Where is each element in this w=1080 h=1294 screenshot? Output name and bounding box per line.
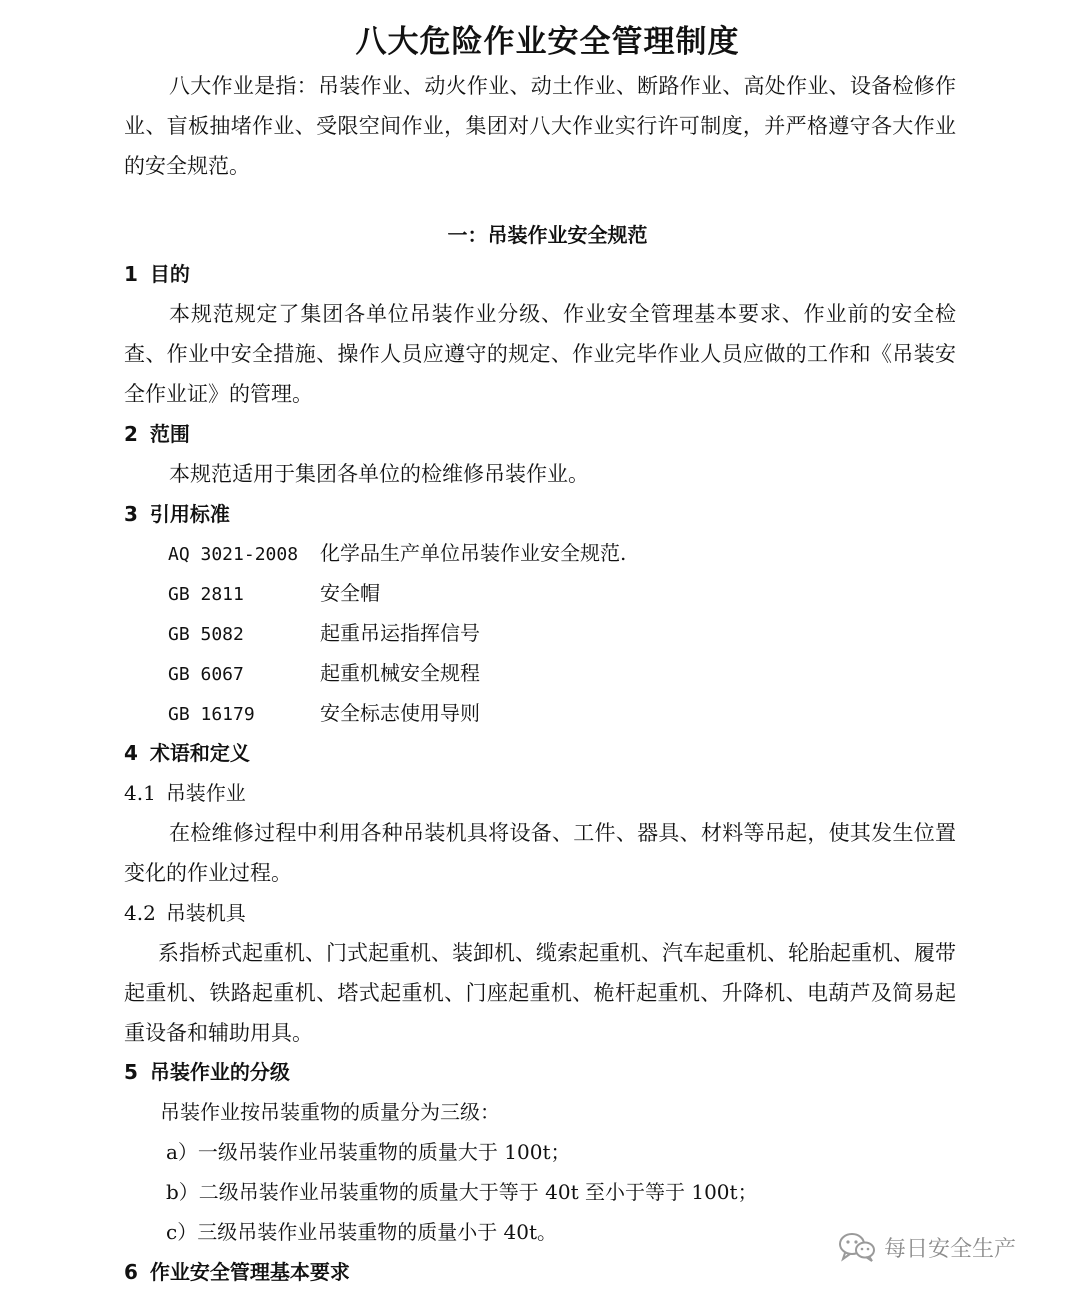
subheading-lifting-equipment bbox=[124, 899, 246, 927]
standard-code: GB 5082 bbox=[168, 624, 244, 645]
classification-intro: 吊装作业按吊装重物的质量分为三级： bbox=[160, 1100, 500, 1124]
grade-item: c）三级吊装作业吊装重物的质量小于 40t。 bbox=[166, 1220, 558, 1244]
standard-code: GB 2811 bbox=[168, 584, 244, 605]
document-title: 八大危险作业安全管理制度 bbox=[355, 24, 740, 60]
heading-number: 6 bbox=[124, 1260, 138, 1284]
heading-label: 引用标准 bbox=[149, 502, 230, 526]
heading-references bbox=[124, 500, 230, 528]
standard-row bbox=[168, 619, 480, 649]
subheading-number: 4.2 bbox=[124, 901, 156, 925]
heading-number: 4 bbox=[124, 741, 138, 765]
heading-label: 目的 bbox=[149, 262, 190, 286]
standard-row bbox=[168, 699, 480, 729]
watermark bbox=[838, 1232, 1016, 1262]
subheading-label: 吊装作业 bbox=[165, 781, 246, 805]
standard-row bbox=[168, 579, 380, 609]
heading-scope bbox=[124, 420, 190, 448]
lifting-work-definition: 在检维修过程中利用各种吊装机具将设备、工件、器具、材料等吊起，使其发生位置变化的作业过程。 bbox=[124, 821, 956, 885]
purpose-paragraph: 本规范规定了集团各单位吊装作业分级、作业安全管理基本要求、作业前的安全检查、作业中安全措施、操作人员应遵守的规定、作业完毕作业人员应做的工作和《吊装安全作业证》的管理。 bbox=[124, 302, 956, 406]
heading-number: 3 bbox=[124, 502, 138, 526]
wechat-icon bbox=[838, 1232, 876, 1262]
standard-code: AQ 3021-2008 bbox=[168, 544, 299, 565]
heading-label: 吊装作业的分级 bbox=[149, 1060, 290, 1084]
standard-name: 化学品生产单位吊装作业安全规范. bbox=[320, 541, 627, 565]
heading-label: 作业安全管理基本要求 bbox=[149, 1260, 350, 1284]
heading-terms bbox=[124, 739, 250, 767]
grade-item: b）二级吊装作业吊装重物的质量大于等于 40t 至小于等于 100t； bbox=[166, 1180, 758, 1204]
intro-paragraph: 八大作业是指：吊装作业、动火作业、动土作业、断路作业、高处作业、设备检修作业、盲板抽堵作业、受限空间作业，集团对八大作业实行许可制度，并严格遵守各大作业的安全规范。 bbox=[124, 74, 956, 178]
heading-label: 范围 bbox=[149, 422, 190, 446]
heading-safety-requirements bbox=[124, 1258, 350, 1286]
heading-number: 5 bbox=[124, 1060, 138, 1084]
scope-paragraph: 本规范适用于集团各单位的检维修吊装作业。 bbox=[169, 462, 589, 486]
subheading-number: 4.1 bbox=[124, 781, 156, 805]
heading-classification bbox=[124, 1058, 290, 1086]
lifting-equipment-definition: 系指桥式起重机、门式起重机、装卸机、缆索起重机、汽车起重机、轮胎起重机、履带起重机、铁路起重机、塔式起重机、门座起重机、桅杆起重机、升降机、电葫芦及简易起重设备和辅助用具。 bbox=[124, 941, 956, 1045]
subheading-label: 吊装机具 bbox=[165, 901, 246, 925]
heading-number: 1 bbox=[124, 262, 138, 286]
standard-row bbox=[168, 659, 480, 689]
grade-item: a）一级吊装作业吊装重物的质量大于 100t； bbox=[166, 1140, 571, 1164]
standard-name: 起重机械安全规程 bbox=[320, 661, 480, 685]
standard-name: 起重吊运指挥信号 bbox=[320, 621, 480, 645]
watermark-text: 每日安全生产 bbox=[884, 1236, 1017, 1262]
standard-code: GB 6067 bbox=[168, 664, 244, 685]
subheading-lifting-work bbox=[124, 779, 246, 807]
section-title-lifting: 一：吊装作业安全规范 bbox=[447, 223, 648, 247]
heading-purpose bbox=[124, 260, 190, 288]
standard-row bbox=[168, 539, 626, 569]
heading-label: 术语和定义 bbox=[149, 741, 250, 765]
standard-name: 安全帽 bbox=[320, 581, 380, 605]
standard-code: GB 16179 bbox=[168, 704, 255, 725]
standard-name: 安全标志使用导则 bbox=[320, 701, 480, 725]
heading-number: 2 bbox=[124, 422, 138, 446]
